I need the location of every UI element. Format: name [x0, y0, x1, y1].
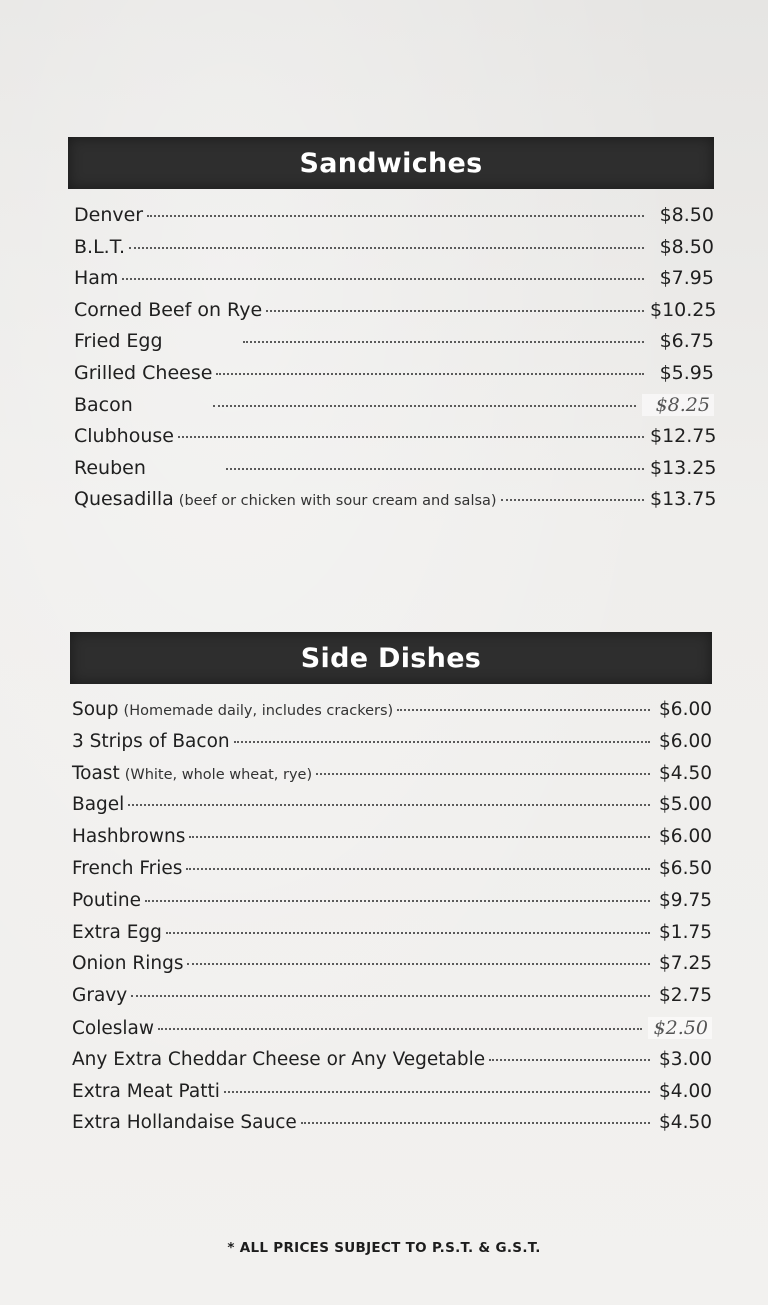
item-price: $4.50 — [659, 762, 712, 784]
menu-item — [70, 731, 712, 763]
item-name: French Fries — [72, 857, 183, 879]
menu-item — [68, 204, 714, 236]
item-price: $9.75 — [659, 889, 712, 911]
dot-leader — [131, 995, 650, 997]
menu-item — [68, 267, 714, 299]
item-name: Denver — [74, 204, 144, 226]
menu-item — [70, 794, 712, 826]
dot-leader — [187, 963, 650, 965]
item-name: Extra Egg — [72, 921, 162, 943]
item-name: Fried Egg — [74, 330, 163, 353]
item-name: B.L.T. — [74, 235, 126, 258]
dot-leader — [145, 900, 650, 902]
menu-item — [70, 699, 712, 731]
menu-item — [70, 1017, 712, 1049]
item-price: $8.50 — [659, 235, 714, 258]
dot-leader — [129, 247, 644, 249]
tax-footnote: * ALL PRICES SUBJECT TO P.S.T. & G.S.T. — [227, 1240, 541, 1256]
item-name: Any Extra Cheddar Cheese or Any Vegetable — [72, 1048, 486, 1070]
item-price: $2.75 — [659, 985, 712, 1007]
item-name: Ham — [74, 267, 119, 290]
dot-leader — [234, 741, 650, 743]
dot-leader — [213, 405, 636, 407]
item-name: Toast — [72, 762, 120, 784]
dot-leader — [224, 1091, 650, 1093]
item-price: $4.50 — [659, 1112, 712, 1134]
menu-item — [68, 362, 714, 394]
item-name: Hashbrowns — [72, 826, 186, 848]
dot-leader — [128, 804, 650, 806]
menu-item — [70, 1049, 712, 1081]
item-name: Extra Meat Patti — [72, 1080, 220, 1102]
item-price: $5.95 — [659, 361, 714, 384]
item-name: Coleslaw — [72, 1017, 155, 1039]
item-price: $13.25 — [650, 456, 717, 479]
dot-leader — [301, 1122, 650, 1124]
item-name: Quesadilla — [74, 488, 174, 511]
dot-leader — [501, 499, 644, 501]
menu-item — [68, 236, 714, 268]
menu-item — [70, 922, 712, 954]
dot-leader — [243, 341, 644, 343]
item-name: Onion Rings — [72, 953, 184, 975]
item-name: Grilled Cheese — [74, 361, 213, 384]
side-dishes-section — [70, 632, 712, 1144]
item-name: Corned Beef on Rye — [74, 298, 263, 321]
item-name: Gravy — [72, 985, 128, 1007]
item-note: (beef or chicken with sour cream and salsa) — [178, 493, 497, 510]
item-note: (White, whole wheat, rye) — [124, 766, 313, 783]
item-price: $13.75 — [650, 488, 717, 511]
item-price: $8.50 — [659, 204, 714, 226]
dot-leader — [158, 1028, 642, 1030]
menu-item — [68, 330, 714, 362]
menu-item — [70, 858, 712, 890]
dot-leader — [489, 1059, 650, 1061]
section-title: Side Dishes — [70, 632, 712, 684]
handwritten-price: $2.50 — [648, 1017, 712, 1039]
sandwiches-list — [68, 204, 717, 520]
dot-leader — [226, 468, 644, 470]
item-name: Clubhouse — [74, 425, 174, 448]
dot-leader — [397, 709, 650, 711]
item-name: Extra Hollandaise Sauce — [72, 1112, 297, 1134]
item-price: $6.00 — [659, 699, 712, 720]
menu-item — [70, 1081, 712, 1113]
item-price: $12.75 — [650, 425, 717, 448]
item-price: $6.75 — [659, 330, 714, 353]
side-dishes-list — [70, 699, 712, 1144]
menu-item — [68, 456, 717, 489]
item-price: $7.95 — [659, 267, 714, 290]
menu-item — [70, 953, 712, 985]
item-name: Bacon — [74, 393, 133, 416]
menu-item — [68, 425, 717, 457]
section-title: Sandwiches — [68, 137, 714, 189]
item-name: Poutine — [72, 889, 142, 911]
menu-item — [68, 488, 717, 520]
dot-leader — [147, 215, 644, 217]
item-name: Bagel — [72, 794, 125, 816]
item-name: Soup — [72, 699, 119, 720]
dot-leader — [122, 278, 644, 280]
item-price: $7.25 — [659, 953, 712, 975]
dot-leader — [186, 868, 650, 870]
dot-leader — [166, 932, 650, 934]
item-price: $5.00 — [659, 794, 712, 816]
item-name: 3 Strips of Bacon — [72, 730, 230, 752]
item-price: $1.75 — [659, 921, 712, 943]
menu-item — [70, 1112, 712, 1144]
handwritten-price: $8.25 — [642, 394, 714, 416]
item-note: (Homemade daily, includes crackers) — [123, 703, 394, 719]
dot-leader — [178, 436, 644, 438]
dot-leader — [216, 373, 644, 375]
menu-item — [70, 763, 712, 795]
item-price: $10.25 — [650, 298, 717, 321]
item-price: $3.00 — [659, 1048, 712, 1070]
menu-item — [70, 985, 712, 1017]
menu-item — [68, 298, 717, 331]
item-price: $6.00 — [659, 730, 712, 752]
menu-item — [70, 890, 712, 922]
item-name: Reuben — [74, 456, 146, 479]
item-price: $6.50 — [659, 857, 712, 879]
dot-leader — [316, 773, 650, 775]
sandwiches-section — [68, 137, 717, 520]
menu-item — [70, 826, 712, 858]
item-price: $6.00 — [659, 826, 712, 848]
dot-leader — [189, 836, 650, 838]
item-price: $4.00 — [659, 1080, 712, 1102]
dot-leader — [266, 310, 644, 312]
menu-item — [68, 394, 714, 426]
